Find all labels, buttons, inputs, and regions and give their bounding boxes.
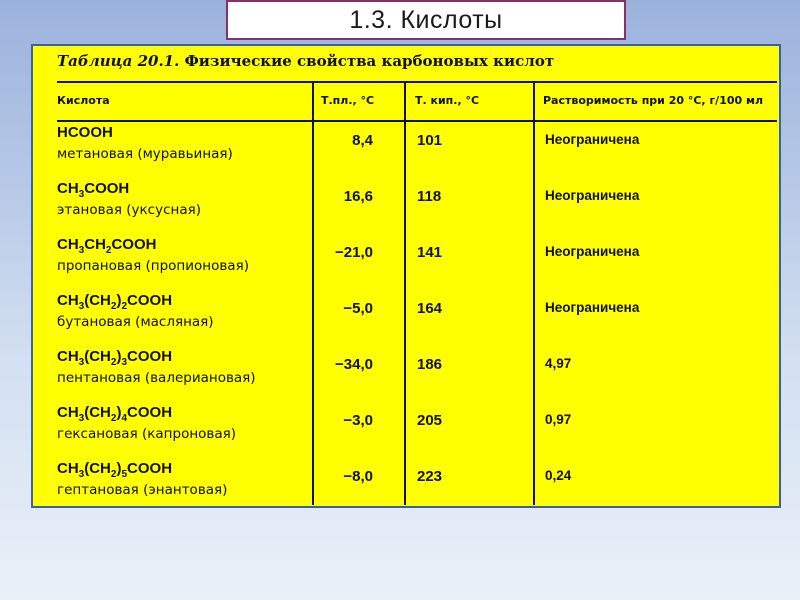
boiling-point-value: 141 bbox=[417, 244, 443, 261]
acid-formula: $CH_3(CH_2)_5COOH$ bbox=[57, 460, 173, 480]
acid-formula: $CH_3(CH_2)_4COOH$ bbox=[57, 404, 173, 424]
acid-name: пропановая (пропионовая) bbox=[57, 258, 249, 274]
table-caption-title: Физические свойства карбоновых кислот bbox=[184, 52, 555, 70]
boiling-point-value: 205 bbox=[417, 412, 443, 429]
acid-formula: $CH_3(CH_2)_2COOH$ bbox=[57, 292, 173, 312]
boiling-point-value: 223 bbox=[417, 468, 443, 485]
boiling-point-value: 118 bbox=[417, 188, 442, 205]
solubility-value: 4,97 bbox=[545, 356, 572, 371]
solubility-value: Неограничена bbox=[545, 244, 640, 259]
acid-properties-table bbox=[31, 44, 781, 508]
acid-name: метановая (муравьиная) bbox=[57, 146, 233, 162]
acid-formula: $CH_3COOH$ bbox=[57, 180, 130, 200]
acid-name: бутановая (масляная) bbox=[57, 314, 214, 330]
table-row bbox=[33, 124, 779, 180]
acid-name: этановая (уксусная) bbox=[57, 202, 202, 218]
acid-name: гексановая (капроновая) bbox=[57, 426, 237, 442]
melting-point-value: −5,0 bbox=[343, 300, 373, 317]
solubility-value: 0,97 bbox=[545, 412, 572, 427]
solubility-value: 0,24 bbox=[545, 468, 572, 483]
header-acid: Кислота bbox=[57, 94, 110, 107]
melting-point-value: 16,6 bbox=[343, 188, 373, 205]
table-row bbox=[33, 460, 779, 516]
table-row bbox=[33, 236, 779, 292]
solubility-value: Неограничена bbox=[545, 188, 640, 203]
solubility-value: Неограничена bbox=[545, 300, 640, 315]
melting-point-value: −21,0 bbox=[335, 244, 373, 261]
solubility-value: Неограничена bbox=[545, 132, 640, 147]
header-boiling-point: Т. кип., °С bbox=[415, 94, 480, 107]
melting-point-value: −8,0 bbox=[343, 468, 373, 485]
acid-formula: HCOOH bbox=[57, 124, 113, 141]
table-header-rule bbox=[57, 120, 777, 122]
melting-point-value: −34,0 bbox=[335, 356, 373, 373]
boiling-point-value: 164 bbox=[417, 300, 443, 317]
boiling-point-value: 101 bbox=[417, 132, 443, 149]
slide-title-box bbox=[226, 0, 626, 40]
table-caption-number: Таблица 20.1. bbox=[57, 52, 180, 70]
table-row bbox=[33, 292, 779, 348]
header-melting-point: Т.пл., °С bbox=[321, 94, 375, 107]
melting-point-value: −3,0 bbox=[343, 412, 373, 429]
acid-name: гептановая (энантовая) bbox=[57, 482, 228, 498]
table-row bbox=[33, 348, 779, 404]
table-row bbox=[33, 180, 779, 236]
slide-title: 1.3. Кислоты bbox=[349, 5, 503, 34]
header-solubility: Растворимость при 20 °С, г/100 мл bbox=[543, 94, 764, 107]
melting-point-value: 8,4 bbox=[352, 132, 373, 149]
acid-formula: $CH_3CH_2COOH$ bbox=[57, 236, 157, 256]
acid-name: пентановая (валериановая) bbox=[57, 370, 256, 386]
boiling-point-value: 186 bbox=[417, 356, 443, 373]
acid-formula: $CH_3(CH_2)_3COOH$ bbox=[57, 348, 173, 368]
table-row bbox=[33, 404, 779, 460]
table-top-rule bbox=[57, 81, 777, 83]
table-caption bbox=[57, 52, 554, 70]
